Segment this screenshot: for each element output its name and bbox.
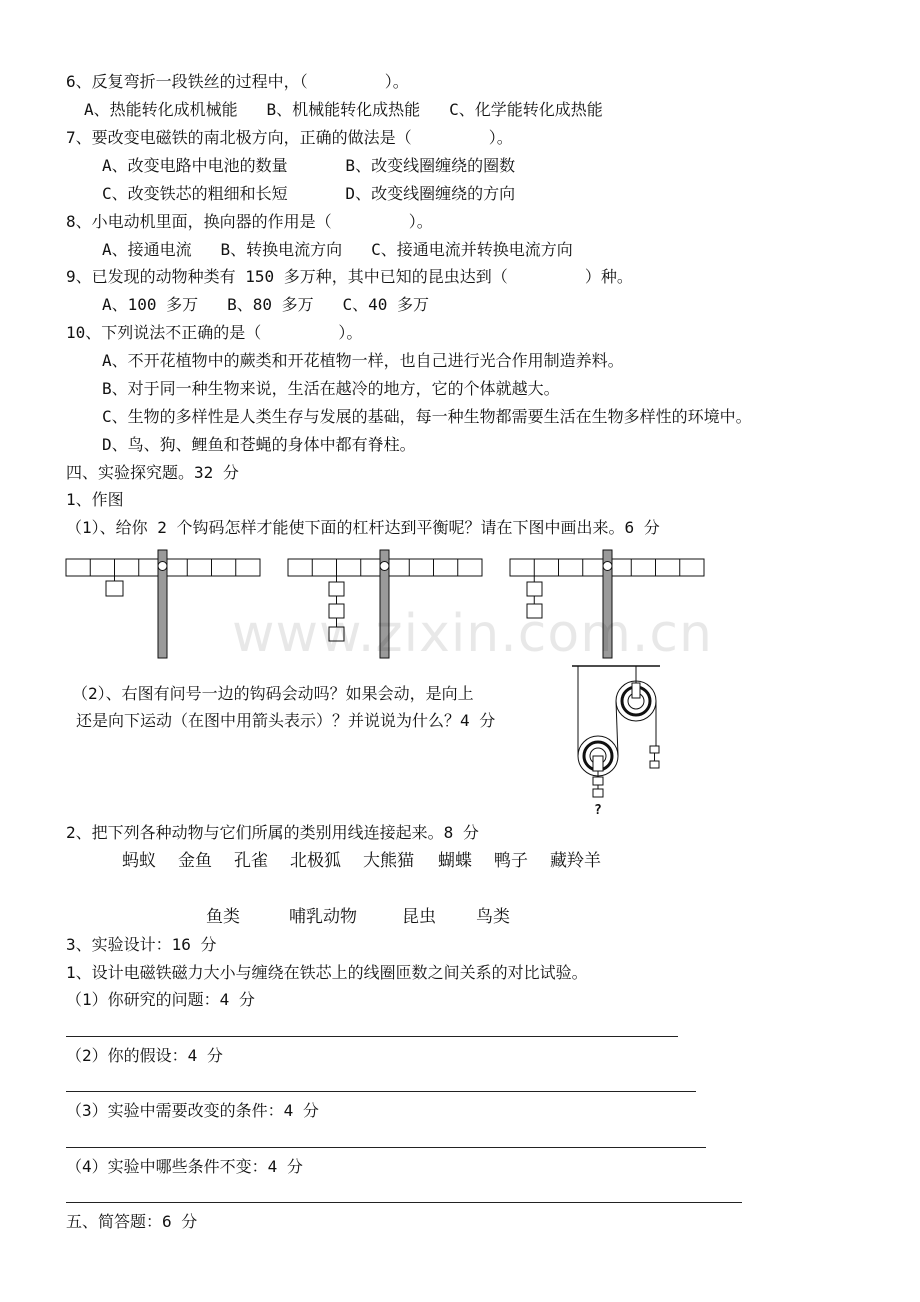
q10-option-a: A、不开花植物中的蕨类和开花植物一样，也自己进行光合作用制造养料。: [102, 351, 624, 370]
animal-item: 蝴蝶: [438, 851, 472, 871]
q9-stem: 9、已发现的动物种类有 150 多万种，其中已知的昆虫达到（ ）种。: [66, 267, 633, 286]
pulley-question-mark: ?: [594, 803, 602, 818]
animal-item: 孔雀: [234, 851, 268, 871]
match-heading: 2、把下列各种动物与它们所属的类别用线连接起来。8 分: [66, 823, 479, 842]
design-q3: （3）实验中需要改变的条件：4 分: [66, 1101, 319, 1120]
answer-line[interactable]: [66, 1147, 706, 1148]
pulley-diagram: [560, 660, 670, 820]
category-item: 鱼类: [206, 907, 240, 927]
q8-options: A、接通电流 B、转换电流方向 C、接通电流并转换电流方向: [102, 240, 573, 259]
design-heading: 3、实验设计：16 分: [66, 935, 217, 954]
q10-option-b: B、对于同一种生物来说，生活在越冷的地方，它的个体就越大。: [102, 379, 560, 398]
section5-heading: 五、简答题：6 分: [66, 1212, 198, 1231]
q10-option-c: C、生物的多样性是人类生存与发展的基础，每一种生物都需要生活在生物多样性的环境中。: [102, 407, 752, 426]
animal-item: 蚂蚁: [122, 851, 156, 871]
animal-item: 大熊猫: [363, 851, 414, 871]
q10-stem: 10、下列说法不正确的是（ ）。: [66, 323, 363, 342]
q9-options: A、100 多万 B、80 多万 C、40 多万: [102, 295, 430, 314]
category-item: 昆虫: [402, 907, 436, 927]
section4-heading: 四、实验探究题。32 分: [66, 463, 239, 482]
draw-q1: （1）、给你 2 个钩码怎样才能使下面的杠杆达到平衡呢？请在下图中画出来。6 分: [66, 518, 660, 537]
pulley-q-line2: 还是向下运动（在图中用箭头表示）？并说说为什么？4 分: [76, 711, 496, 730]
animal-item: 北极狐: [290, 851, 341, 871]
watermark: www.zixin.com.cn: [232, 604, 713, 664]
q7-options-line2: C、改变铁芯的粗细和长短 D、改变线圈缠绕的方向: [102, 184, 516, 203]
animal-item: 藏羚羊: [550, 851, 601, 871]
design-q2: （2）你的假设：4 分: [66, 1046, 223, 1065]
q8-stem: 8、小电动机里面，换向器的作用是（ ）。: [66, 212, 433, 231]
q10-option-d: D、鸟、狗、鲤鱼和苍蝇的身体中都有脊柱。: [102, 435, 416, 454]
pulley-q-line1: （2）、右图有问号一边的钩码会动吗？如果会动，是向上: [72, 684, 474, 703]
animal-item: 鸭子: [494, 851, 528, 871]
q6-stem: 6、反复弯折一段铁丝的过程中，（ ）。: [66, 72, 409, 91]
q6-options: A、热能转化成机械能 B、机械能转化成热能 C、化学能转化成热能: [84, 100, 603, 119]
answer-line[interactable]: [66, 1202, 742, 1203]
draw-heading: 1、作图: [66, 490, 124, 509]
animal-item: 金鱼: [178, 851, 212, 871]
design-q4: （4）实验中哪些条件不变：4 分: [66, 1157, 303, 1176]
q7-stem: 7、要改变电磁铁的南北极方向，正确的做法是（ ）。: [66, 128, 513, 147]
category-item: 鸟类: [476, 907, 510, 927]
design-q1: （1）你研究的问题：4 分: [66, 990, 255, 1009]
design-task: 1、设计电磁铁磁力大小与缠绕在铁芯上的线圈匝数之间关系的对比试验。: [66, 963, 588, 982]
category-item: 哺乳动物: [289, 907, 357, 927]
answer-line[interactable]: [66, 1091, 696, 1092]
q7-options-line1: A、改变电路中电池的数量 B、改变线圈缠绕的圈数: [102, 156, 516, 175]
answer-line[interactable]: [66, 1036, 678, 1037]
lever-1: [66, 550, 260, 658]
